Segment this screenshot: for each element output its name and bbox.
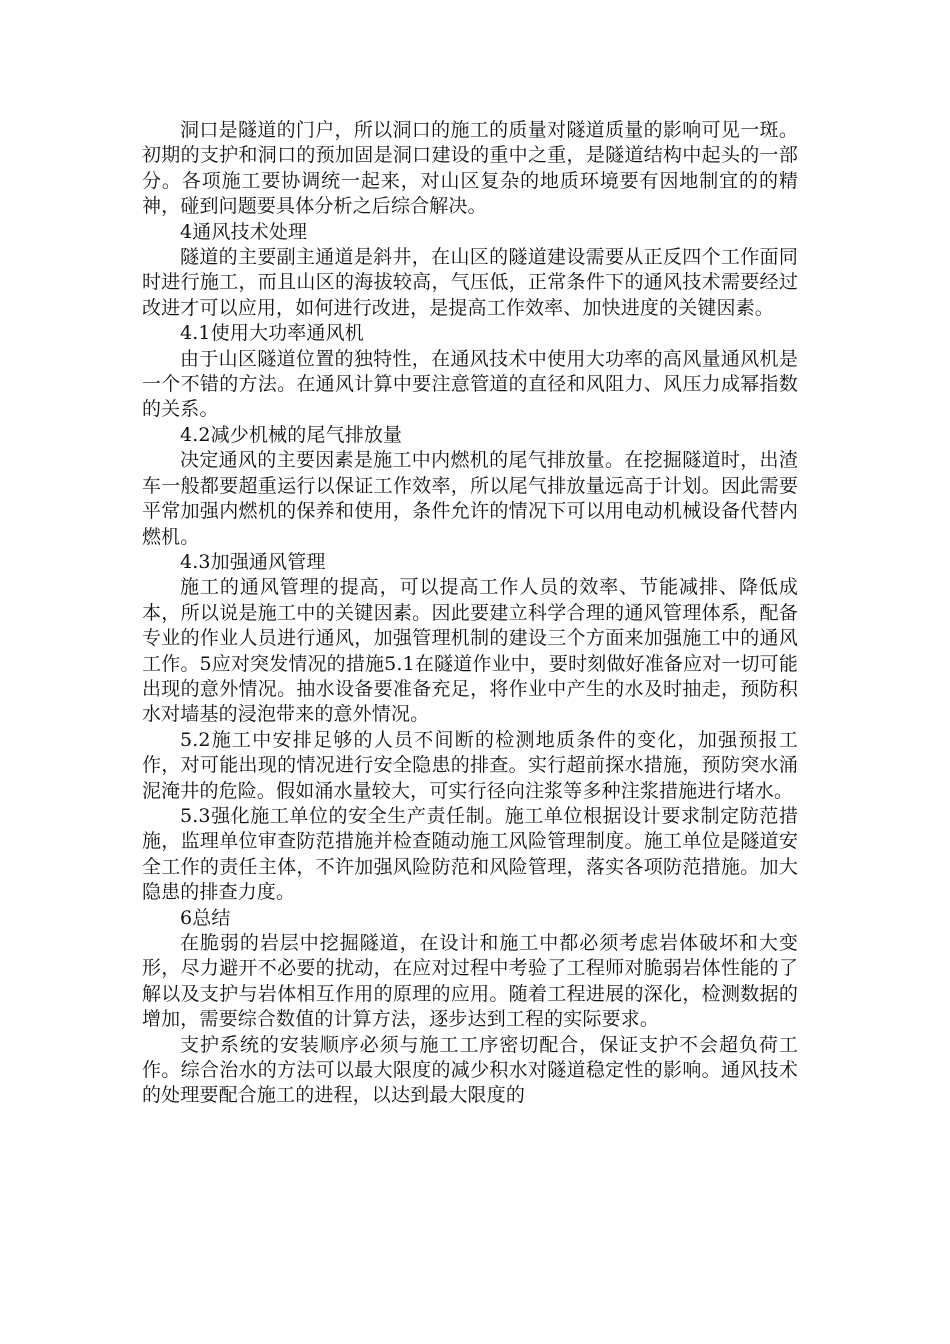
document-body [142,118,798,1109]
subsection-heading-4-1: 4.1使用大功率通风机 [180,322,364,345]
paragraph-high-power-fan: 由于山区隧道位置的独特性，在通风技术中使用大功率的高风量通风机是一个不错的方法。在通风计算中要注意管道的直径和风阻力、风压力成幂指数的关系。 [142,347,798,421]
section-heading-summary: 6总结 [180,906,231,929]
paragraph-ventilation-intro: 隧道的主要副主通道是斜井，在山区的隧道建设需要从正反四个工作面同时进行施工，而且山区的海拔较高，气压低，正常条件下的通风技术需要经过改进才可以应用，如何进行改进，是提高工作效率、加快进度的关键因素。 [142,246,798,319]
paragraph-exhaust-reduction: 决定通风的主要因素是施工中内燃机的尾气排放量。在挖掘隧道时，出渣车一般都要超重运行以保证工作效率，所以尾气排放量远高于计划。因此需要平常加强内燃机的保养和使用，条件允许的情况下可以用电动机械设备代替内燃机。 [142,449,798,548]
subsection-heading-4-3: 4.3加强通风管理 [180,550,326,573]
paragraph-summary-weak-rock: 在脆弱的岩层中挖掘隧道，在设计和施工中都必须考虑岩体破坏和大变形，尽力避开不必要的扰动，在应对过程中考验了工程师对脆弱岩体性能的了解以及支护与岩体相互作用的原理的应用。随着工程进展的深化，检测数据的增加，需要综合数值的计算方法，逐步达到工程的实际要求。 [142,932,798,1031]
section-heading-ventilation: 4通风技术处理 [180,220,308,243]
paragraph-portal-construction: 洞口是隧道的门户，所以洞口的施工的质量对隧道质量的影响可见一斑。初期的支护和洞口的预加固是洞口建设的重中之重，是隧道结构中起头的一部分。各项施工要协调统一起来，对山区复杂的地质环境要有因地制宜的的精神，碰到问题要具体分析之后综合解决。 [142,119,798,218]
paragraph-geological-monitoring: 5.2施工中安排足够的人员不间断的检测地质条件的变化，加强预报工作，对可能出现的情况进行安全隐患的排查。实行超前探水措施，预防突水涌泥淹井的危险。假如涌水量较大，可实行径向注浆等多种注浆措施进行堵水。 [142,728,798,802]
paragraph-safety-responsibility: 5.3强化施工单位的安全生产责任制。施工单位根据设计要求制定防范措施，监理单位审查防范措施并检查随动施工风险管理制度。施工单位是隧道安全工作的责任主体，不许加强风险防范和风险管理，落实各项防范措施。加大隐患的排查力度。 [142,804,798,904]
subsection-heading-4-2: 4.2减少机械的尾气排放量 [180,423,403,446]
paragraph-ventilation-management: 施工的通风管理的提高，可以提高工作人员的效率、节能减排、降低成本，所以说是施工中的关键因素。因此要建立科学合理的通风管理体系，配备专业的作业人员进行通风，加强管理机制的建设三个方面来加强施工中的通风工作。5应对突发情况的措施5.1在隧道作业中，要时刻做好准备应对一切可能出现的意外情况。抽水设备要准备充足，将作业中产生的水及时抽走，预防积水对墙基的浸泡带来的意外情况。 [142,576,798,726]
paragraph-summary-support-system: 支护系统的安装顺序必须与施工工序密切配合，保证支护不会超负荷工作。综合治水的方法可以最大限度的减少积水对隧道稳定性的影响。通风技术的处理要配合施工的进程，以达到最大限度的 [142,1033,798,1107]
